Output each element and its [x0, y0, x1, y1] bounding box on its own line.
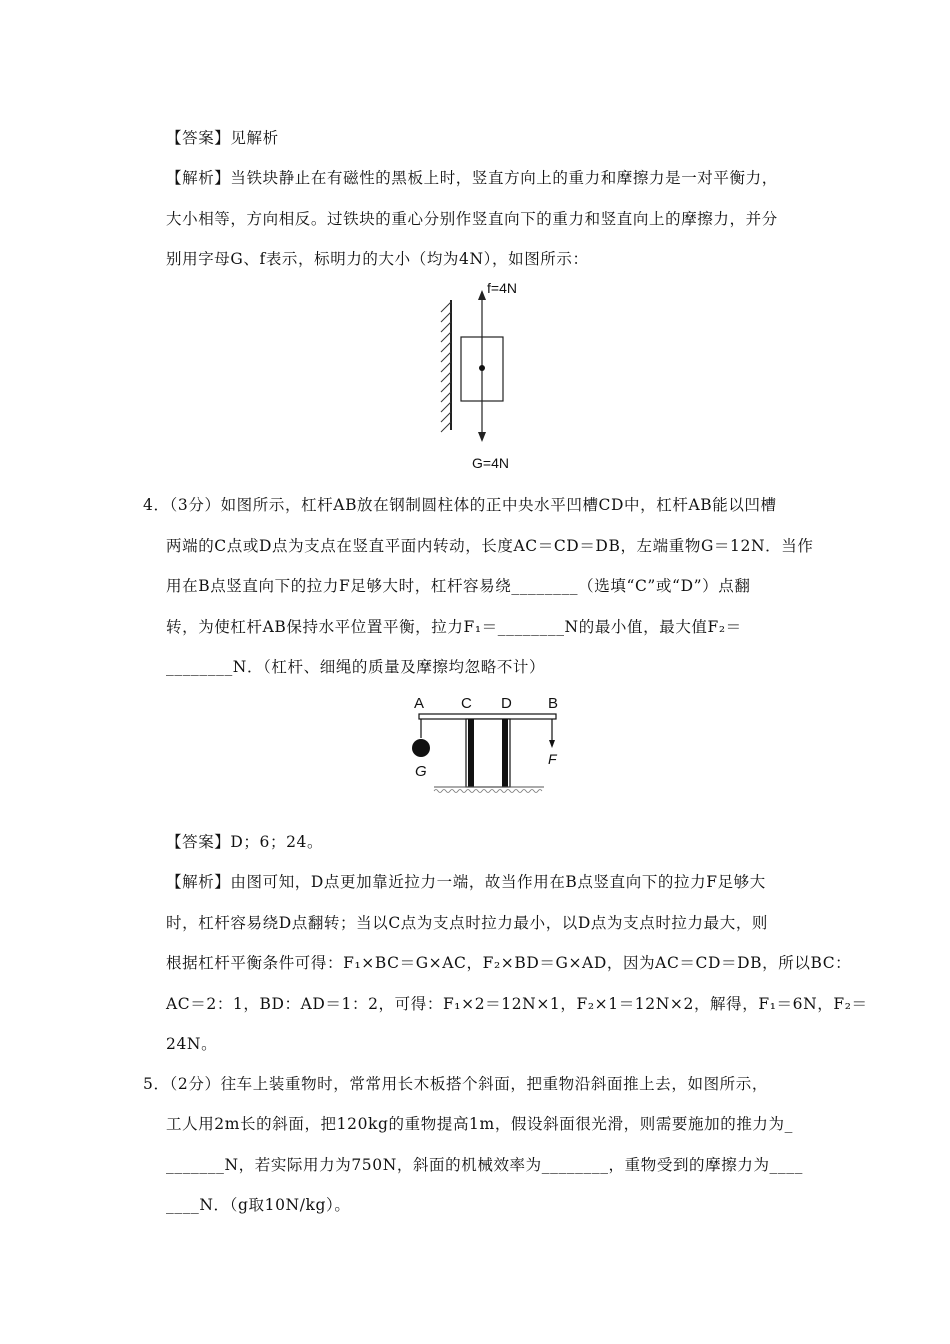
friction-label: f=4N [487, 280, 517, 296]
magnet-block-force-diagram [430, 278, 540, 474]
force-label: F [548, 751, 557, 767]
q5-line-4: ____N．（g取10N/kg）。 [166, 1196, 351, 1214]
q3-analysis-line-2: 大小相等，方向相反。过铁块的重心分别作竖直向下的重力和竖直向上的摩擦力，并分 [166, 210, 778, 228]
weight-ball [412, 739, 430, 757]
wall-hatching [441, 302, 451, 432]
cylinder-left-shade [468, 719, 474, 787]
cylinder-right-shade [502, 719, 508, 787]
point-c-label: C [461, 695, 472, 712]
weight-label: G [415, 763, 427, 780]
q5-line-1: 5．（2分）往车上装重物时，常常用长木板搭个斜面，把重物沿斜面推上去，如图所示， [143, 1075, 768, 1093]
point-a-label: A [414, 695, 425, 712]
q3-answer: 【答案】见解析 [166, 129, 279, 147]
gravity-arrowhead [478, 432, 486, 442]
friction-arrowhead [478, 290, 486, 300]
q4-answer: 【答案】D；6；24。 [166, 833, 324, 851]
gravity-label: G=4N [472, 455, 509, 471]
q5-line-2: 工人用2m长的斜面，把120kg的重物提高1m，假设斜面很光滑，则需要施加的推力为_ [166, 1115, 793, 1133]
q4-analysis-line-1: 【解析】由图可知，D点更加靠近拉力一端，故当作用在B点竖直向下的拉力F足够大 [166, 873, 766, 891]
q4-line-5: ________N．（杠杆、细绳的质量及摩擦均忽略不计） [166, 658, 546, 676]
center-of-gravity-dot [479, 365, 485, 371]
lever-cylinder-diagram [398, 690, 578, 802]
q4-analysis-line-3: 根据杠杆平衡条件可得：F₁×BC＝G×AC，F₂×BD＝G×AD，因为AC＝CD＝DB，所以BC： [166, 954, 852, 972]
point-d-label: D [501, 695, 512, 712]
q3-analysis-line-1: 【解析】当铁块静止在有磁性的黑板上时，竖直方向上的重力和摩擦力是一对平衡力， [166, 169, 778, 187]
force-arrowhead [549, 740, 555, 748]
q5-line-3: _______N，若实际用力为750N，斜面的机械效率为________，重物受到的摩擦力为____ [166, 1156, 803, 1174]
q4-analysis-line-5: 24N。 [166, 1035, 218, 1053]
lever-bar [419, 714, 556, 719]
q4-analysis-line-4: AC＝2：1，BD：AD＝1：2，可得：F₁×2＝12N×1，F₂×1＝12N×2，解得，F₁＝6N，F₂＝ [166, 995, 868, 1013]
q4-line-1: 4．（3分）如图所示，杠杆AB放在钢制圆柱体的正中央水平凹槽CD中，杠杆AB能以凹槽 [143, 496, 777, 514]
q4-analysis-line-2: 时，杠杆容易绕D点翻转；当以C点为支点时拉力最小，以D点为支点时拉力最大，则 [166, 914, 769, 932]
q4-line-4: 转，为使杠杆AB保持水平位置平衡，拉力F₁＝________N的最小值，最大值F₂＝ [166, 618, 742, 636]
q3-analysis-line-3: 别用字母G、f表示，标明力的大小（均为4N），如图所示： [166, 250, 589, 268]
ground-hatching [434, 790, 542, 793]
q4-line-3: 用在B点竖直向下的拉力F足够大时，杠杆容易绕________（选填“C”或“D”）点翻 [166, 577, 751, 595]
q4-line-2: 两端的C点或D点为支点在竖直平面内转动，长度AC＝CD＝DB，左端重物G＝12N．当作 [166, 537, 814, 555]
point-b-label: B [548, 695, 559, 712]
